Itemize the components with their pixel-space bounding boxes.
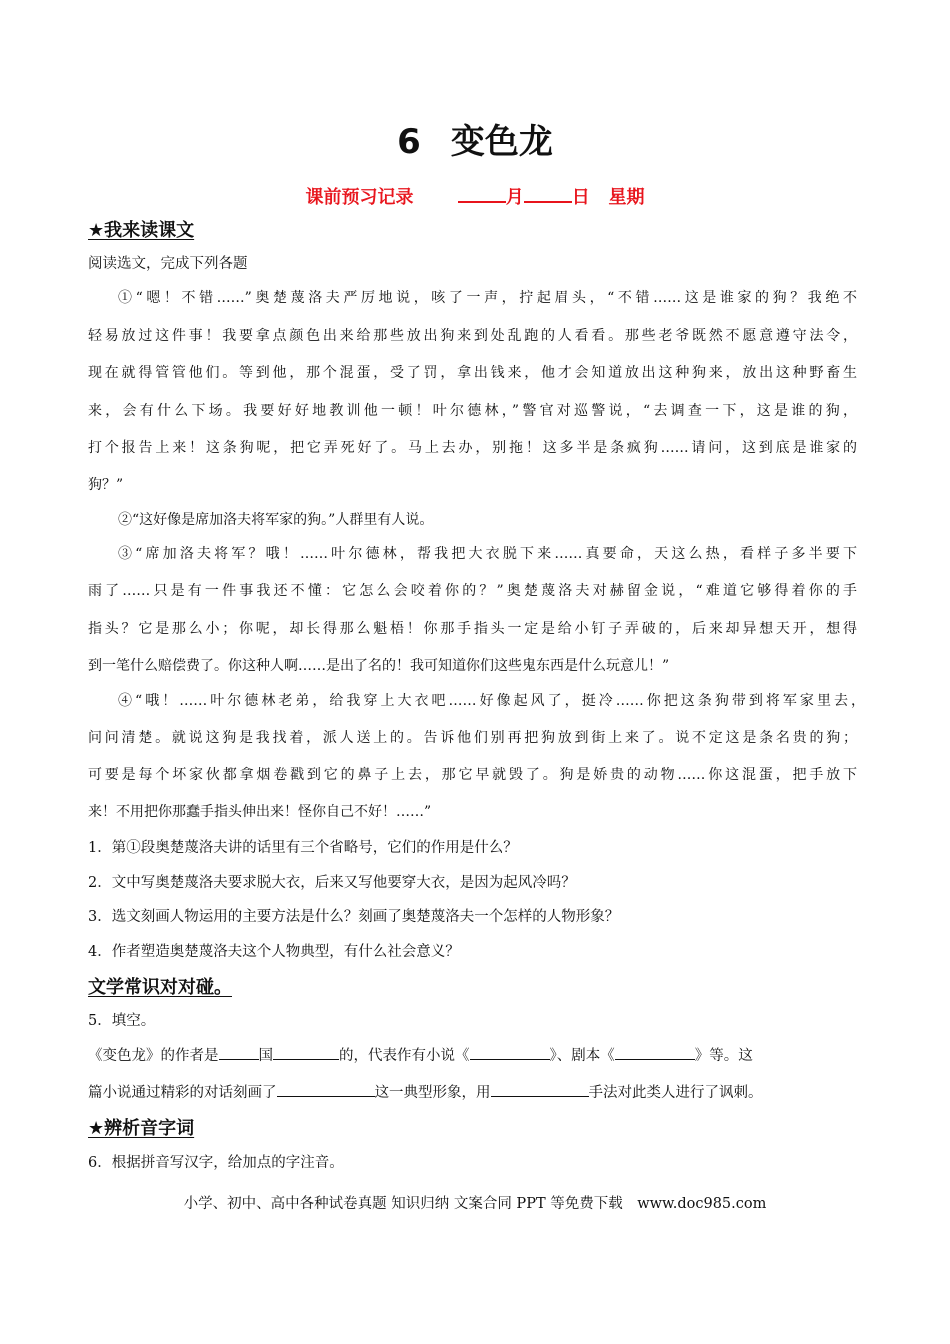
section-heading: 文学常识对对碰。 <box>88 977 232 998</box>
passage-line: 来！不用把你那蠢手指头伸出来！怪你自己不好！……” <box>88 804 432 820</box>
passage-line: 问问清楚。就说这狗是我找着，派人送上的。告诉他们别再把狗放到街上来了。说不定这是条名贵的狗； <box>88 730 857 746</box>
passage-line: 现在就得管管他们。等到他，那个混蛋，受了罚，拿出钱来，他才会知道放出这种狗来，放出这种野畜生 <box>88 365 857 381</box>
passage-line: 雨了……只是有一件事我还不懂：它怎么会咬着你的？”奥楚蔑洛夫对赫留金说，“难道它够得着你的手 <box>88 583 857 599</box>
play-blank[interactable] <box>615 1045 695 1060</box>
section-heading: ★我来读课文 <box>88 220 195 241</box>
question-4: 4．作者塑造奥楚蔑洛夫这个人物典型，有什么社会意义？ <box>88 944 460 960</box>
passage-line: ④“哦！……叶尔德林老弟，给我穿上大衣吧……好像起风了，挺冷……你把这条狗带到将军家里去， <box>118 693 865 709</box>
preview-record-line: 课前预习记录 月 日 星期 <box>305 187 645 208</box>
question-5: 5．填空。 <box>88 1013 156 1029</box>
passage-line: 指头？它是那么小；你呢，却长得那么魁梧！你那手指头一定是给小钉子弄破的，后来却异想天开，想得 <box>88 621 857 637</box>
novel-blank[interactable] <box>470 1045 550 1060</box>
technique-blank[interactable] <box>491 1082 589 1097</box>
section-heading: ★辨析音字词 <box>88 1118 195 1139</box>
passage-line: 打个报告上来！这条狗呢，把它弄死好了。马上去办，别拖！这多半是条疯狗……请问，这到底是谁家的 <box>88 440 857 456</box>
page-title: 6 变色龙 <box>397 122 553 162</box>
month-blank[interactable] <box>458 187 506 203</box>
footer: 小学、初中、高中各种试卷真题 知识归纳 文案合同 PPT 等免费下载 www.doc985.com <box>183 1196 767 1212</box>
passage-line: 狗？” <box>88 477 124 493</box>
image-blank[interactable] <box>277 1082 375 1097</box>
passage-line: 到一笔什么赔偿费了。你这种人啊……是出了名的！我可知道你们这些鬼东西是什么玩意儿！” <box>88 658 670 674</box>
passage-line: 可要是每个坏家伙都拿烟卷戳到它的鼻子上去，那它早就毁了。狗是娇贵的动物……你这混蛋，把手放下 <box>88 767 857 783</box>
question-1: 1．第①段奥楚蔑洛夫讲的话里有三个省略号，它们的作用是什么？ <box>88 840 518 856</box>
question-6: 6．根据拼音写汉字，给加点的字注音。 <box>88 1155 344 1171</box>
day-blank[interactable] <box>524 187 572 203</box>
country-blank[interactable] <box>219 1045 259 1060</box>
passage-line: ②“这好像是席加洛夫将军家的狗。”人群里有人说。 <box>118 512 434 528</box>
question-2: 2．文中写奥楚蔑洛夫要求脱大衣，后来又写他要穿大衣，是因为起风冷吗？ <box>88 875 576 891</box>
passage-line: 轻易放过这件事！我要拿点颜色出来给那些放出狗来到处乱跑的人看看。那些老爷既然不愿意遵守法令， <box>88 328 857 344</box>
passage-line: ③“席加洛夫将军？哦！……叶尔德林，帮我把大衣脱下来……真要命，天这么热，看样子多半要下 <box>118 546 857 562</box>
passage-line: ①“嗯！不错……”奥楚蔑洛夫严厉地说，咳了一声，拧起眉头，“不错……这是谁家的狗？我绝不 <box>118 290 857 306</box>
author-blank[interactable] <box>273 1045 339 1060</box>
fill-line-2: 篇小说通过精彩的对话刻画了 这一典型形象，用 手法对此类人进行了讽刺。 <box>88 1081 763 1102</box>
question-3: 3．选文刻画人物运用的主要方法是什么？刻画了奥楚蔑洛夫一个怎样的人物形象？ <box>88 909 620 925</box>
instruction: 阅读选文，完成下列各题 <box>88 256 248 272</box>
passage-line: 来，会有什么下场。我要好好地教训他一顿！叶尔德林，”警官对巡警说，“去调查一下，这是谁的狗， <box>88 403 857 419</box>
fill-line-1: 《变色龙》的作者是 国 的，代表作有小说《 》、剧本《 》等。这 <box>88 1044 753 1065</box>
